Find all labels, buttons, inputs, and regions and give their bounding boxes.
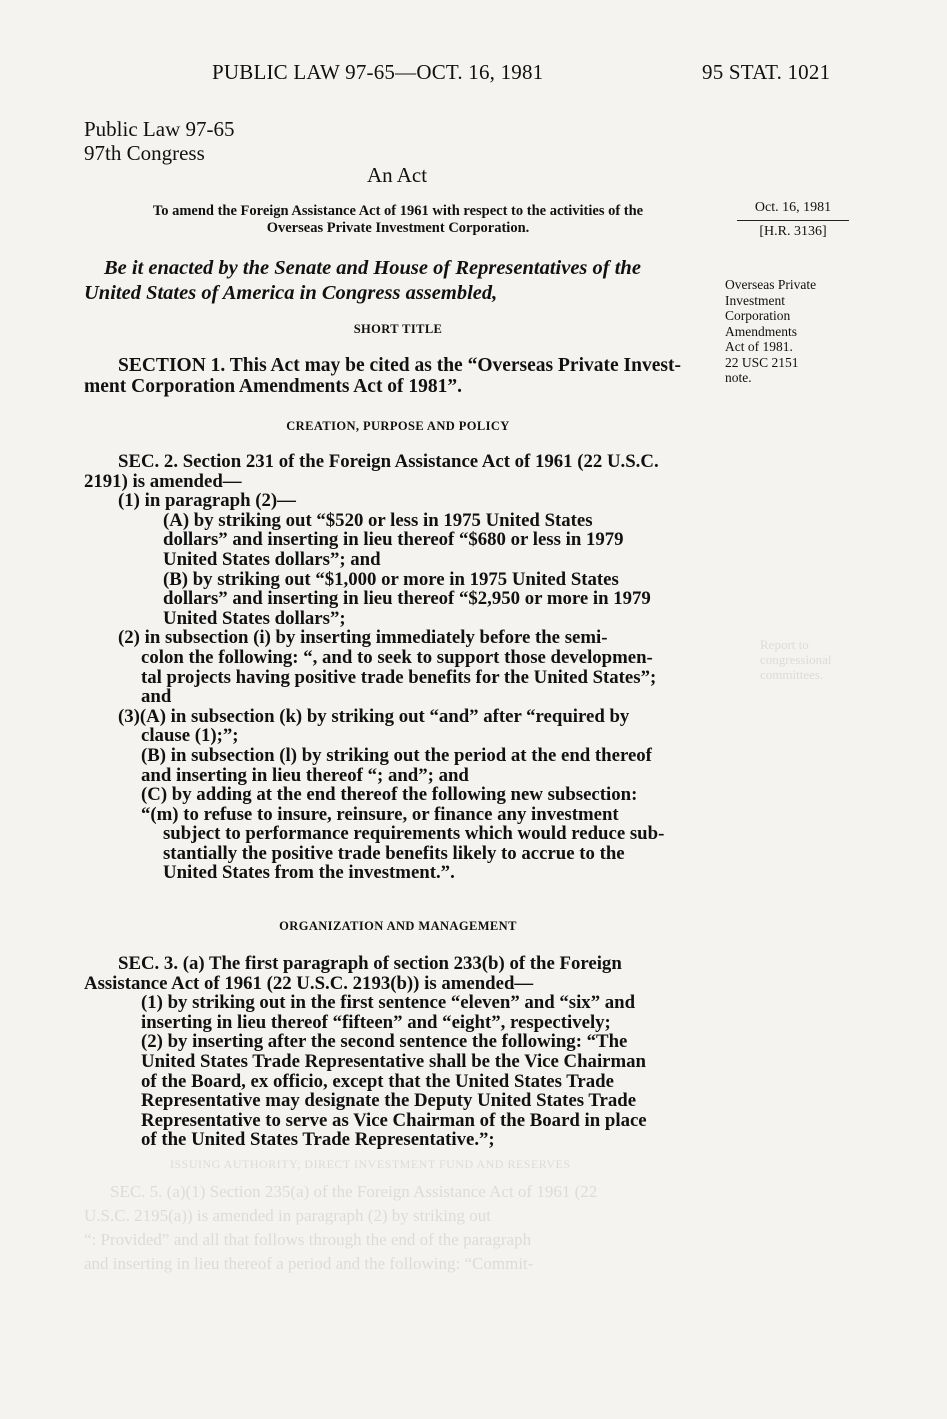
sec3-line: Assistance Act of 1961 (22 U.S.C. 2193(b)) is amended— xyxy=(84,972,534,994)
section-1-text xyxy=(84,355,712,397)
ghost-line: and inserting in lieu thereof a period and the following: “Commit- xyxy=(84,1254,534,1273)
sec2-line: United States dollars”; and xyxy=(163,548,381,570)
sec2-line: stantially the positive trade benefits likely to accrue to the xyxy=(163,842,625,864)
act-title: An Act xyxy=(366,163,428,187)
margin-note-line: Overseas Private xyxy=(725,277,817,292)
sec2-line: (2) in subsection (i) by inserting immediately before the semi- xyxy=(118,627,608,649)
sec2-line: dollars” and inserting in lieu thereof “$680 or less in 1979 xyxy=(163,529,624,551)
sec2-line: (B) in subsection (l) by striking out the period at the end thereof xyxy=(141,744,652,766)
ghost-line: U.S.C. 2195(a)) is amended in paragraph (2) by striking out xyxy=(84,1206,491,1225)
sec2-line: and inserting in lieu thereof “; and”; and xyxy=(141,764,469,786)
section-3-text xyxy=(84,954,712,1150)
short-title-heading: SHORT TITLE xyxy=(353,322,443,336)
section-1-line: ment Corporation Amendments Act of 1981”. xyxy=(84,376,463,397)
public-law-number: Public Law 97-65 xyxy=(84,117,235,141)
margin-note-line: Corporation xyxy=(725,308,791,323)
bleed-through-text xyxy=(84,1180,712,1276)
sec2-line: and xyxy=(141,686,172,708)
margin-note-line: 22 USC 2151 xyxy=(725,354,799,370)
organization-management-heading: ORGANIZATION AND MANAGEMENT xyxy=(279,919,517,933)
sec3-line: United States Trade Representative shall be the Vice Chairman xyxy=(141,1050,646,1072)
sec2-line: tal projects having positive trade benefits for the United States”; xyxy=(141,666,657,688)
sec2-line: “(m) to refuse to insure, reinsure, or finance any investment xyxy=(141,803,619,825)
sec3-line: inserting in lieu thereof “fifteen” and “eight”, respectively; xyxy=(141,1011,611,1033)
bleed-through-heading: ISSUING AUTHORITY; DIRECT INVESTMENT FUND AND RESERVES xyxy=(170,1157,571,1171)
sec3-line: Representative to serve as Vice Chairman of the Board in place xyxy=(141,1109,647,1131)
ghost-line: SEC. 5. (a)(1) Section 235(a) of the Foreign Assistance Act of 1961 (22 xyxy=(110,1182,598,1201)
creation-purpose-heading: CREATION, PURPOSE AND POLICY xyxy=(286,419,510,433)
margin-note-line: note. xyxy=(725,370,752,385)
sidebar-date-block xyxy=(737,199,849,241)
sec3-line: Representative may designate the Deputy United States Trade xyxy=(141,1090,637,1112)
sec2-line: (B) by striking out “$1,000 or more in 1975 United States xyxy=(163,568,619,590)
enacting-line: Be it enacted by the Senate and House of Representatives of the xyxy=(104,257,641,279)
page-reference: 95 STAT. 1021 xyxy=(702,60,831,84)
sec3-line: (2) by inserting after the second sentence the following: “The xyxy=(141,1031,628,1053)
sec2-line: SEC. 2. Section 231 of the Foreign Assistance Act of 1961 (22 U.S.C. xyxy=(118,451,659,472)
purpose-line: Overseas Private Investment Corporation. xyxy=(266,220,530,236)
bleed-through-margin-note xyxy=(760,637,831,682)
margin-note-line: Investment xyxy=(725,292,785,308)
ghost-note-line: committees. xyxy=(760,667,824,682)
enacting-line: United States of America in Congress assembled, xyxy=(84,282,498,304)
margin-note-line: Act of 1981. xyxy=(725,339,793,354)
sec3-line: SEC. 3. (a) The first paragraph of section 233(b) of the Foreign xyxy=(118,953,622,974)
sec2-line: United States from the investment.”. xyxy=(163,862,455,884)
date-divider xyxy=(737,220,849,221)
ghost-note-line: Report to xyxy=(760,637,809,652)
congress-number: 97th Congress xyxy=(84,141,205,165)
sec2-line: (3)(A) in subsection (k) by striking out “and” after “required by xyxy=(118,705,630,727)
ghost-line: “: Provided” and all that follows through the end of the paragraph xyxy=(84,1230,532,1249)
sec2-line: United States dollars”; xyxy=(163,607,346,629)
sec3-line: of the United States Trade Representative.”; xyxy=(141,1129,495,1151)
sec2-line: (A) by striking out “$520 or less in 1975 United States xyxy=(163,509,593,531)
sec2-line: clause (1);”; xyxy=(141,725,239,747)
margin-note-line: Amendments xyxy=(725,323,797,339)
section-2-text xyxy=(84,452,712,883)
sec2-line: colon the following: “, and to seek to support those developmen- xyxy=(141,646,653,668)
ghost-note-line: congressional xyxy=(760,652,832,667)
sec3-line: of the Board, ex officio, except that the United States Trade xyxy=(141,1070,614,1092)
enacting-clause xyxy=(84,256,712,306)
section-1-line: SECTION 1. This Act may be cited as the “Overseas Private Invest- xyxy=(118,355,681,376)
bill-number: [H.R. 3136] xyxy=(759,224,827,239)
sec2-line: (1) in paragraph (2)— xyxy=(118,490,296,512)
sec2-line: dollars” and inserting in lieu thereof “$2,950 or more in 1979 xyxy=(163,588,651,610)
sec2-line: (C) by adding at the end thereof the following new subsection: xyxy=(141,784,638,806)
enactment-date: Oct. 16, 1981 xyxy=(754,200,832,215)
act-purpose xyxy=(84,203,712,237)
purpose-line: To amend the Foreign Assistance Act of 1961 with respect to the activities of the xyxy=(152,203,644,219)
sidebar-margin-note xyxy=(725,277,865,386)
sec3-line: (1) by striking out in the first sentence “eleven” and “six” and xyxy=(141,992,636,1014)
sec2-line: 2191) is amended— xyxy=(84,470,242,492)
running-header-title: PUBLIC LAW 97-65—OCT. 16, 1981 xyxy=(212,60,544,84)
sec2-line: subject to performance requirements which would reduce sub- xyxy=(163,823,665,845)
law-identifier xyxy=(84,117,234,165)
